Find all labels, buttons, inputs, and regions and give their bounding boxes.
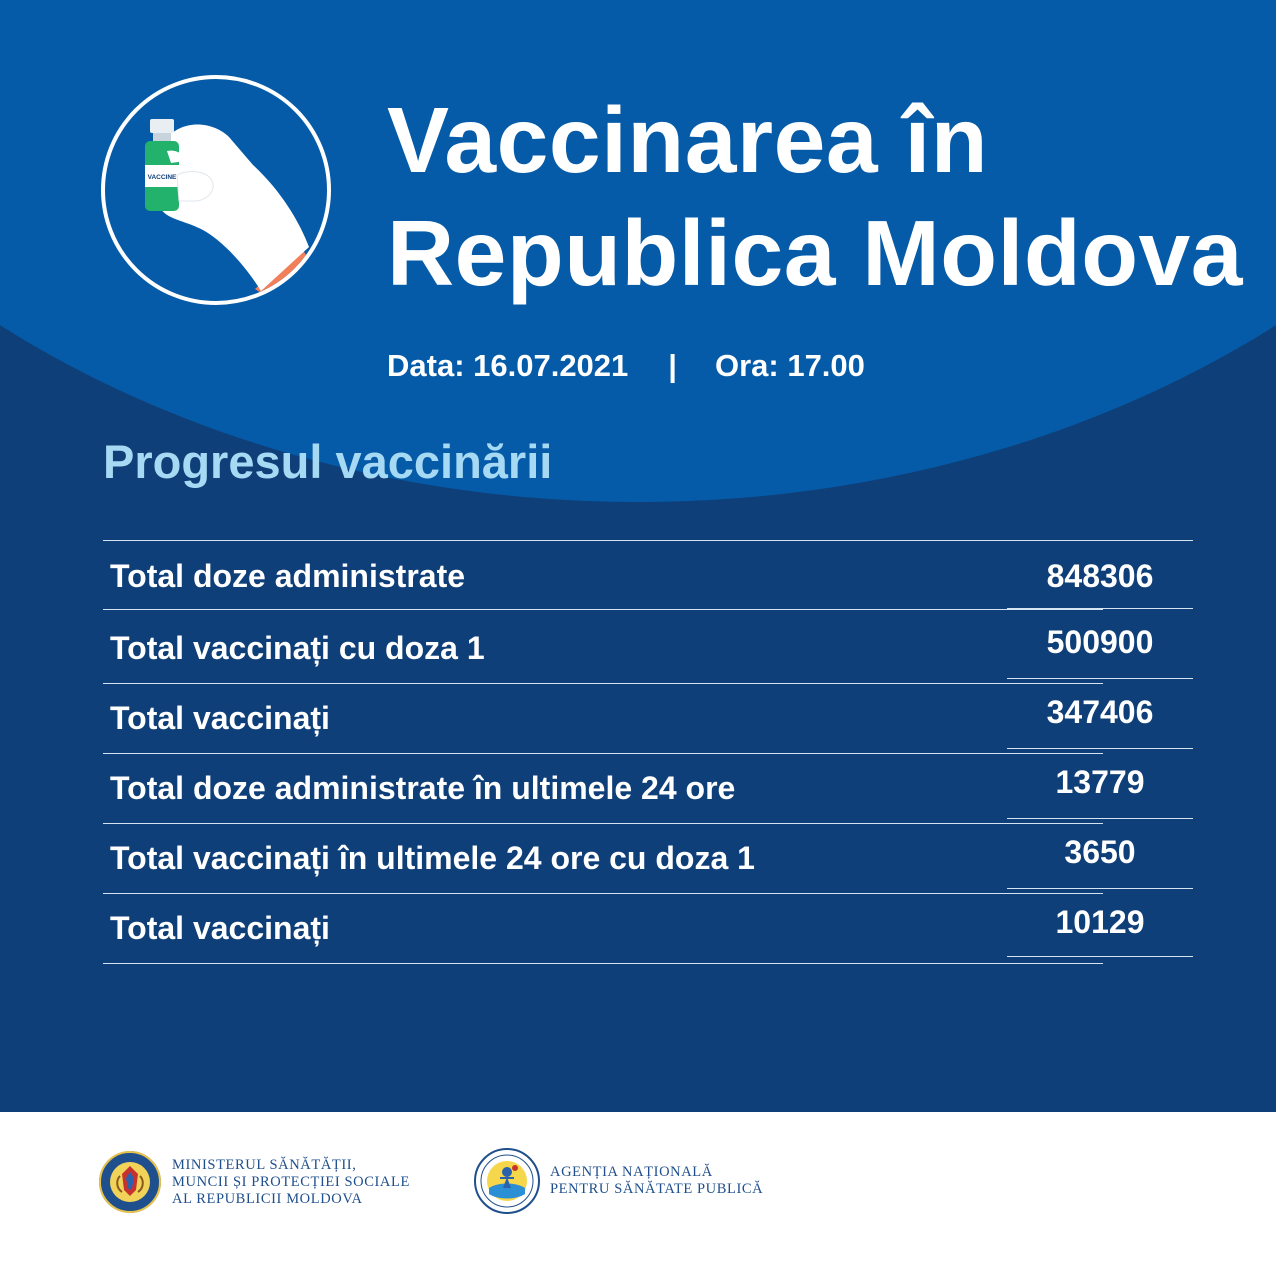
stats-table xyxy=(103,540,1193,960)
agency-line-2: PENTRU SĂNĂTATE PUBLICĂ xyxy=(550,1181,764,1197)
agency-line-1: AGENȚIA NAȚIONALĂ xyxy=(550,1164,713,1180)
ministry-line-3: AL REPUBLICII MOLDOVA xyxy=(172,1190,363,1207)
agency-seal-icon xyxy=(474,1148,540,1214)
table-row xyxy=(103,540,1193,610)
report-datetime xyxy=(387,348,865,384)
stat-value: 500900 xyxy=(1046,624,1154,660)
footer xyxy=(0,1112,1276,1280)
ministry-seal-icon xyxy=(98,1150,162,1214)
stat-label: Total doze administrate xyxy=(110,558,466,594)
stat-label: Total vaccinați cu doza 1 xyxy=(110,630,485,666)
hand-holding-vaccine-icon xyxy=(105,79,327,301)
table-row xyxy=(103,894,1193,964)
stat-label: Total vaccinați în ultimele 24 ore cu doza 1 xyxy=(110,840,755,876)
datetime-separator: | xyxy=(668,348,677,383)
stat-label: Total doze administrate în ultimele 24 ore xyxy=(110,770,736,806)
stat-value: 13779 xyxy=(1055,764,1145,800)
value-divider xyxy=(1007,678,1193,679)
agency-logo xyxy=(474,1148,763,1214)
value-divider xyxy=(1007,956,1193,957)
stat-label: Total vaccinați xyxy=(110,910,330,946)
ministry-line-2: MUNCII ȘI PROTECȚIEI SOCIALE xyxy=(172,1173,410,1190)
section-title: Progresul vaccinării xyxy=(103,435,553,488)
agency-caption xyxy=(550,1164,763,1198)
table-row xyxy=(103,684,1193,754)
ministry-line-1: MINISTERUL SĂNĂTĂȚII, xyxy=(172,1156,357,1173)
row-divider xyxy=(103,609,1103,610)
value-divider xyxy=(1007,608,1193,609)
value-divider xyxy=(1007,888,1193,889)
stat-label: Total vaccinați xyxy=(110,700,330,736)
report-time: Ora: 17.00 xyxy=(714,348,865,383)
value-divider xyxy=(1007,818,1193,819)
stat-value: 848306 xyxy=(1046,558,1154,594)
stat-value: 347406 xyxy=(1046,694,1154,730)
value-divider xyxy=(1007,748,1193,749)
page-title xyxy=(387,84,1243,310)
row-divider xyxy=(103,963,1103,964)
table-row xyxy=(103,614,1193,684)
ministry-logo xyxy=(98,1150,410,1214)
stat-value: 10129 xyxy=(1055,904,1145,940)
table-row xyxy=(103,754,1193,824)
stat-value: 3650 xyxy=(1064,834,1136,870)
vaccine-badge xyxy=(101,75,331,305)
vial-label: VACCINE xyxy=(147,174,177,181)
title-line-1: Vaccinarea în xyxy=(387,88,989,192)
ministry-caption xyxy=(172,1157,410,1208)
title-line-2: Republica Moldova xyxy=(387,201,1243,305)
report-date: Data: 16.07.2021 xyxy=(387,348,629,383)
table-row xyxy=(103,824,1193,894)
